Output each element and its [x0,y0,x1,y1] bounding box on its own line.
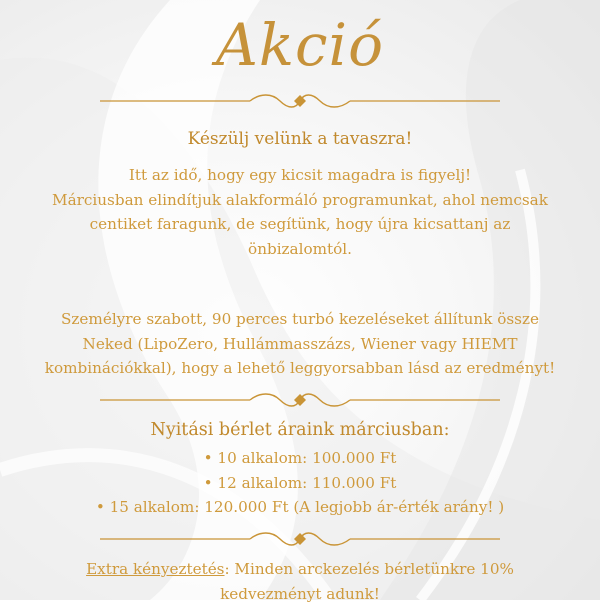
promo-title: Akció [0,12,600,78]
extra-offer-label: Extra kényeztetés [86,560,224,578]
ornament-divider-bottom [100,529,500,549]
intro-line: Itt az idő, hogy egy kicsit magadra is figyelj! [0,163,600,188]
pricing-item: • 12 alkalom: 110.000 Ft [0,471,600,496]
extra-offer-text: : Minden arckezelés bérletünkre 10% [224,560,513,578]
extra-offer [0,557,600,606]
details-line: kombinációkkal), hogy a lehető leggyorsabban lásd az eredményt! [0,356,600,381]
ornament-divider-middle [100,390,500,410]
pricing-item: • 10 alkalom: 100.000 Ft [0,446,600,471]
pricing-heading: Nyitási bérlet áraink márciusban: [0,419,600,441]
extra-offer-line-2: kedvezményt adunk! [0,582,600,606]
details-line: Neked (LipoZero, Hullámmasszázs, Wiener vagy HIEMT [0,332,600,357]
intro-line: önbizalomtól. [0,237,600,262]
details-paragraph [0,307,600,381]
pricing-item: • 15 alkalom: 120.000 Ft (A legjobb ár-érték arány! ) [0,495,600,520]
intro-paragraph [0,163,600,261]
intro-heading: Készülj velünk a tavaszra! [0,128,600,150]
details-line: Személyre szabott, 90 perces turbó kezeléseket állítunk össze [0,307,600,332]
intro-line: Márciusban elindítjuk alakformáló programunkat, ahol nemcsak [0,188,600,213]
intro-line: centiket faragunk, de segítünk, hogy újra kicsattanj az [0,212,600,237]
pricing-list [0,446,600,520]
extra-offer-line [0,557,600,582]
ornament-divider-top [100,91,500,111]
